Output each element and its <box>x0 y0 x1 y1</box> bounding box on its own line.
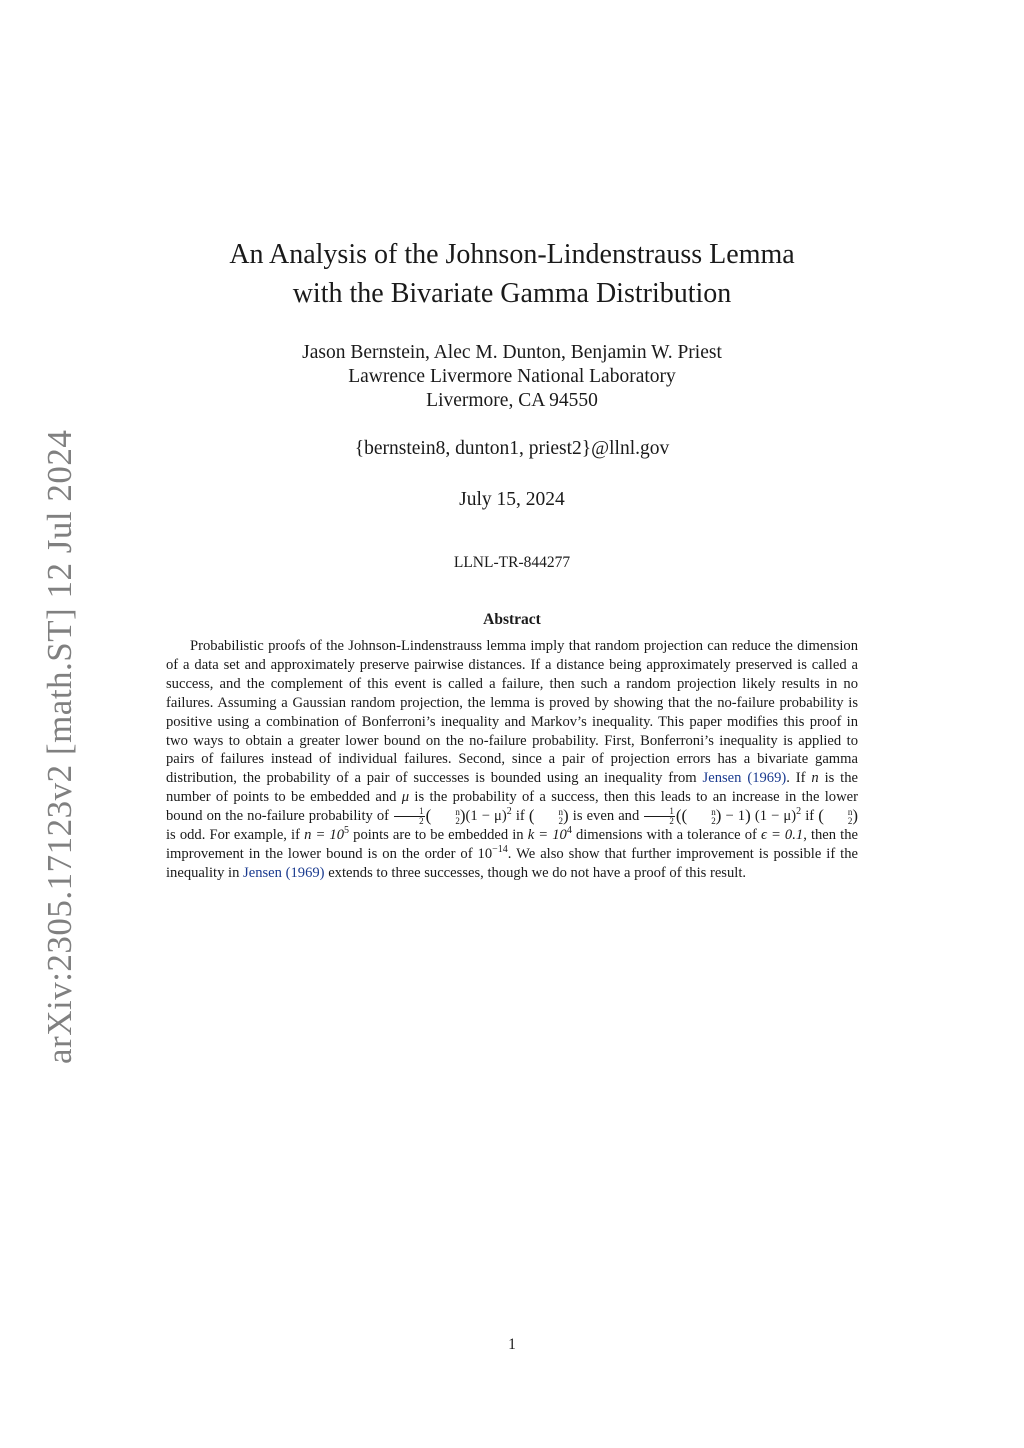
binomial-n-choose-2 <box>431 808 460 826</box>
exponent: −14 <box>492 844 508 856</box>
expr-ten: 10 <box>477 846 493 863</box>
binom-bottom: 2 <box>711 815 716 826</box>
title-line-2: with the Bivariate Gamma Distribution <box>292 278 732 309</box>
citation-year[interactable]: 1969 <box>290 865 320 882</box>
fraction-numerator: 1 <box>644 807 675 817</box>
citation-jensen-1969-second[interactable]: Jensen (1969) <box>243 865 325 882</box>
binom-bottom: 2 <box>558 815 563 826</box>
binom-open-paren: ( <box>425 806 432 826</box>
expr-minus-one: − 1 <box>725 808 746 825</box>
binomial-n-choose-2 <box>824 808 853 826</box>
exponent: 2 <box>506 806 512 818</box>
title-line-1: An Analysis of the Johnson-Lindenstrauss Lemma <box>229 239 795 270</box>
abstract-text-run: if <box>805 808 815 825</box>
page-number: 1 <box>508 1336 516 1353</box>
abstract-text-run: For example, if <box>209 827 300 844</box>
expr-one-minus-mu: (1 − μ) <box>754 808 797 825</box>
expr-one-minus-mu: (1 − μ) <box>465 808 507 825</box>
binom-close-paren: ) <box>459 806 466 826</box>
exponent: 2 <box>796 806 802 818</box>
outer-close-paren: ) <box>745 806 751 826</box>
citation-jensen-1969[interactable]: Jensen (1969) <box>702 770 787 787</box>
abstract-text-run: , then the improvement in the lower bound is on the order of <box>166 827 858 863</box>
binom-open-paren: ( <box>818 806 824 826</box>
citation-author[interactable]: Jensen <box>702 770 742 787</box>
exponent: 4 <box>566 825 572 837</box>
paper-title <box>160 235 864 313</box>
abstract-text-run: dimensions with a tolerance of <box>575 827 757 844</box>
author-block <box>160 341 864 413</box>
author-affiliation: Lawrence Livermore National Laboratory <box>348 366 676 387</box>
abstract-text-run: is even and <box>572 808 640 825</box>
abstract-text-run: is odd. <box>166 827 206 844</box>
fraction-denominator: 2 <box>669 816 674 827</box>
binom-open-paren: ( <box>681 806 688 826</box>
abstract-sentence-1: Probabilistic proofs of the Johnson-Lindenstrauss lemma imply that random projection can reduce the dimension of a data set and approximately preserve pairwise distances. If a distance being approximately preserved is called a success, and the complement of this event is called a failure, then such a random projection likely results in no failures. Assuming a Gaussian random projection, the lemma is proved by showing that the no-failure probability is positive using a combination of Bonferroni’s inequality and Markov’s inequality. This paper modifies this proof in two ways to obtain a greater lower bound on the no-failure probability. First, Bonferroni’s inequality is applied to pairs of failures instead of individual failures. Second, since a pair of projection errors has a bivariate gamma distribution, the probability of a pair of successes is bounded using an inequality from <box>166 638 858 787</box>
fraction-one-half <box>394 807 425 826</box>
binom-bottom: 2 <box>455 815 460 826</box>
binom-close-paren: ) <box>715 806 722 826</box>
fraction-denominator: 2 <box>419 816 424 827</box>
binom-close-paren: ) <box>852 806 859 826</box>
binom-top: n <box>455 806 460 817</box>
variable-mu: μ <box>401 789 410 806</box>
expr-k-equals: k = 10 <box>527 827 567 844</box>
abstract-text-run: . We also show that further improvement is possible if the inequality in <box>166 846 858 882</box>
fraction-one-half <box>644 807 675 826</box>
expr-epsilon: ϵ = 0.1 <box>761 827 804 844</box>
binom-top: n <box>847 806 853 817</box>
abstract-text: Probabilistic proofs of the Johnson-Lindenstrauss lemma imply that random projection can reduce the dimension of a data set and approximately preserve pairwise distances. If a distance being approximately preserved is called a success, and the complement of this event is called a failure, then such a random projection likely results in no failures. Assuming a Gaussian random projection, the lemma is proved by showing that the no-failure probability is positive using a combination of Bonferroni’s inequality and Markov’s inequality. This paper modifies this proof in two ways to obtain a greater lower bound on the no-failure probability. First, Bonferroni’s inequality is applied to pairs of failures instead of individual failures. Second, since a pair of projection errors has a bivariate gamma distribution, the probability of a pair of successes is bounded using an inequality from Jensen (1969). If n is the number of points to be embedded and μ is the probability of a success, then this leads to an increase in the lower bound on the no-failure probability of $\frac{1}{2}$ ( n 2 )$(1 - \mu)^2$ if ( n 2 ) is even and $\frac{1}{2}$ (( n 2 ) − 1) $(1 - \mu)^2$ if ( n 2 ) is odd. For example, if $n = 10^5$ points are to be embedded in $k = 10^4$ dimensions with a tolerance of ϵ = 0.1, then the improvement in the lower bound is on the order of $10^{-14}$. We also show that further improvement is possible if the inequality in Jensen (1969) extends to three successes, though we do not have a proof of this result. <box>166 638 859 882</box>
binomial-n-choose-2 <box>687 808 716 826</box>
binom-bottom: 2 <box>847 815 853 826</box>
abstract-text-run: if <box>515 808 525 825</box>
abstract-text-run: points are to be embedded in <box>353 827 524 844</box>
expr-n-equals: n = 10 <box>304 827 345 844</box>
abstract-text-run: is the number of points to be embedded and <box>166 770 858 806</box>
author-names: Jason Bernstein, Alec M. Dunton, Benjamin W. Priest <box>302 342 722 363</box>
binom-open-paren: ( <box>528 806 535 826</box>
citation-year[interactable]: 1969 <box>752 770 782 787</box>
outer-open-paren: ( <box>675 806 682 826</box>
abstract-heading: Abstract <box>483 611 541 628</box>
binom-top: n <box>558 806 563 817</box>
abstract-text-run: is the probability of a success, then this leads to an increase in the lower bound on the no-failure probability of <box>166 789 858 825</box>
abstract-text-run: extends to three successes, though we do not have a proof of this result. <box>328 865 747 882</box>
fraction-numerator: 1 <box>394 807 425 817</box>
report-number: LLNL-TR-844277 <box>453 554 571 571</box>
binomial-n-choose-2 <box>535 808 564 826</box>
binom-top: n <box>711 806 716 817</box>
exponent: 5 <box>344 825 350 837</box>
paper-date: July 15, 2024 <box>459 489 565 510</box>
abstract-text-run: If <box>795 770 806 787</box>
variable-n: n <box>811 770 819 787</box>
author-location: Livermore, CA 94550 <box>426 390 598 411</box>
citation-author[interactable]: Jensen <box>243 865 282 882</box>
binom-close-paren: ) <box>563 806 569 826</box>
arxiv-identifier-stamp: arXiv:2305.17123v2 [math.ST] 12 Jul 2024 <box>40 429 79 1064</box>
author-emails: {bernstein8, dunton1, priest2}@llnl.gov <box>354 438 670 459</box>
